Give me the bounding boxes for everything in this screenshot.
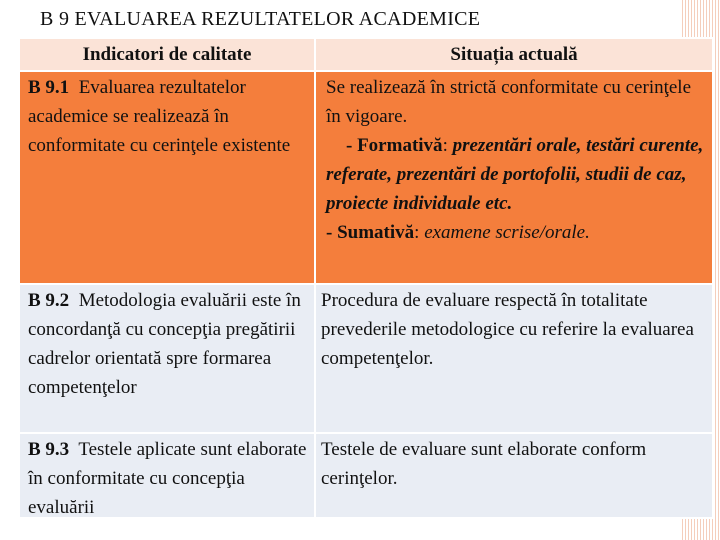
indicator-text: Evaluarea rezultatelor academice se realizează în conformitate cu cerinţele existente	[28, 77, 291, 156]
indicator-cell	[19, 284, 315, 433]
indicator-text: Metodologia evaluării este în concordanţă cu concepţia pregătirii cadrelor orientată spre formarea competenţelor	[28, 290, 306, 398]
table-row	[19, 433, 713, 518]
indicator-code: B 9.3	[28, 439, 70, 460]
summative-items: examene scrise/orale.	[424, 222, 590, 243]
summative-colon: :	[414, 222, 425, 243]
status-cell	[315, 71, 713, 284]
formative-colon: :	[442, 135, 453, 156]
indicator-cell	[19, 71, 315, 284]
status-cell	[315, 433, 713, 518]
formative-label: - Formativă	[346, 135, 443, 156]
header-current-situation: Situația actuală	[315, 38, 713, 71]
indicator-code: B 9.1	[28, 77, 70, 98]
table-row	[19, 284, 713, 433]
status-cell	[315, 284, 713, 433]
table-row	[19, 71, 713, 284]
quality-indicators-table	[18, 37, 714, 519]
summative-label: - Sumativă	[326, 222, 415, 243]
status-text: Se realizează în strictă conformitate cu cerinţele în vigoare.	[326, 77, 692, 127]
indicator-text: Testele aplicate sunt elaborate în conformitate cu concepţia evaluării	[28, 439, 312, 518]
status-text: Procedura de evaluare respectă în totalitate prevederile metodologice cu referire la evaluarea competenţelor.	[321, 290, 694, 369]
formative-items: prezentări orale, testări curente, referate, prezentări de portofolii, studii de caz, proiecte individuale etc.	[326, 135, 704, 214]
indicator-cell	[19, 433, 315, 518]
header-indicators: Indicatori de calitate	[19, 38, 315, 71]
page-title: B 9 EVALUAREA REZULTATELOR ACADEMICE	[40, 8, 481, 30]
table-header-row	[19, 38, 713, 71]
status-text: Testele de evaluare sunt elaborate conform cerinţelor.	[321, 439, 647, 489]
indicator-code: B 9.2	[28, 290, 70, 311]
